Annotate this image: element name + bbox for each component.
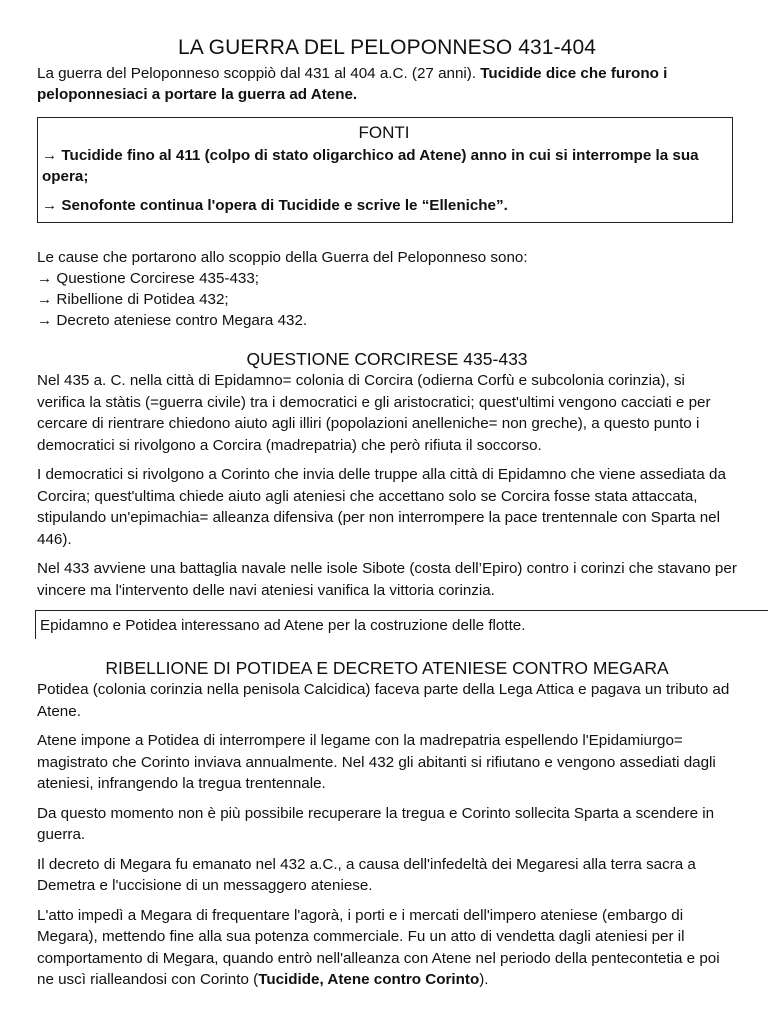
corcirese-heading: QUESTIONE CORCIRESE 435-433 [246, 349, 528, 369]
intro-bold-text: Tucidide dice che furono i peloponnesiaci a portare la guerra ad Atene. [37, 65, 668, 103]
potidea-paragraph: Da questo momento non è più possibile recuperare la tregua e Corinto sollecita Sparta a scendere in guerra. [37, 804, 715, 843]
potidea-last-paragraph [37, 905, 737, 991]
page-title: LA GUERRA DEL PELOPONNESO 431-404 [177, 36, 597, 59]
cause-item: → Decreto ateniese contro Megara 432. [37, 312, 308, 329]
fonti-box [37, 117, 733, 223]
cause-item: → Questione Corcirese 435-433; [37, 270, 260, 287]
fonti-item: → Tucidide fino al 411 (colpo di stato oligarchico ad Atene) anno in cui si interrompe la sua opera; [42, 147, 699, 185]
fonti-item: → Senofonte continua l'opera di Tucidide e scrive le “Elleniche”. [42, 197, 508, 214]
potidea-paragraph: Potidea (colonia corinzia nella penisola Calcidica) faceva parte della Lega Attica e pagava un tributo ad Atene. [37, 681, 730, 720]
potidea-last-end: ). [479, 971, 489, 988]
potidea-last-text: L'atto impedì a Megara di frequentare l'agorà, i porti e i mercati dell'impero ateniese (embargo di Megara), mettendo fine alla sua potenza commerciale. Fu un atto di vendetta dagli ateniesi per il comportamento di Megara, quando entrò nell'alleanza con Atene nel periodo della pentecontetia e poi ne uscì rialleandosi con Corinto ( [37, 906, 720, 988]
causes-list [37, 247, 737, 331]
potidea-heading: RIBELLIONE DI POTIDEA E DECRETO ATENIESE CONTRO MEGARA [105, 658, 669, 678]
potidea-last-bold: Tucidide, Atene contro Corinto [258, 971, 480, 988]
intro-text: La guerra del Peloponneso scoppiò dal 431 al 404 a.C. (27 anni). [37, 65, 481, 82]
cause-item: → Ribellione di Potidea 432; [37, 291, 229, 308]
potidea-paragraph: Il decreto di Megara fu emanato nel 432 a.C., a causa dell'infedeltà dei Megaresi alla terra sacra a Demetra e l'uccisione di un messaggero ateniese. [37, 855, 696, 894]
corcirese-paragraph: I democratici si rivolgono a Corinto che invia delle truppe alla città di Epidamno che viene assediata da Corcira; quest'ultima chiede aiuto agli ateniesi che accettano solo se Corcira fosse stata attaccata, stipulando un'epimachia= alleanza difensiva (per non interrompere la pace trentennale con Sparta nel 446). [37, 466, 726, 548]
corcirese-paragraph: Nel 433 avviene una battaglia navale nelle isole Sibote (costa dell’Epiro) contro i corinzi che stavano per vincere ma l'intervento delle navi ateniesi vanifica la vittoria corinzia. [37, 560, 737, 599]
causes-intro: Le cause che portarono allo scoppio della Guerra del Peloponneso sono: [37, 249, 528, 266]
fonti-heading: FONTI [358, 123, 410, 142]
document-page [37, 34, 737, 991]
corcirese-paragraph: Nel 435 a. C. nella città di Epidamno= colonia di Corcira (odierna Corfù e subcolonia corinzia), si verifica la stàtis (=guerra civile) tra i democratici e gli aristocratici; quest'ultimi vengono cacciati e per cercare di rientrare chiedono aiuto agli illiri (popolazioni anelleniche= non greche), a questo punto i democratici si rivolgono a Corcira (madrepatria) che però rifiuta il soccorso. [37, 372, 711, 454]
potidea-paragraph: Atene impone a Potidea di interrompere il legame con la madrepatria espellendo l'Epidamiurgo= magistrato che Corinto inviava annualmente. Nel 432 gli abitanti si rifiutano e vengono assediati dagli ateniesi, infrangendo la tregua trentennale. [37, 732, 716, 792]
intro-paragraph [37, 63, 737, 105]
note-box: Epidamno e Potidea interessano ad Atene per la costruzione delle flotte. [35, 610, 768, 639]
